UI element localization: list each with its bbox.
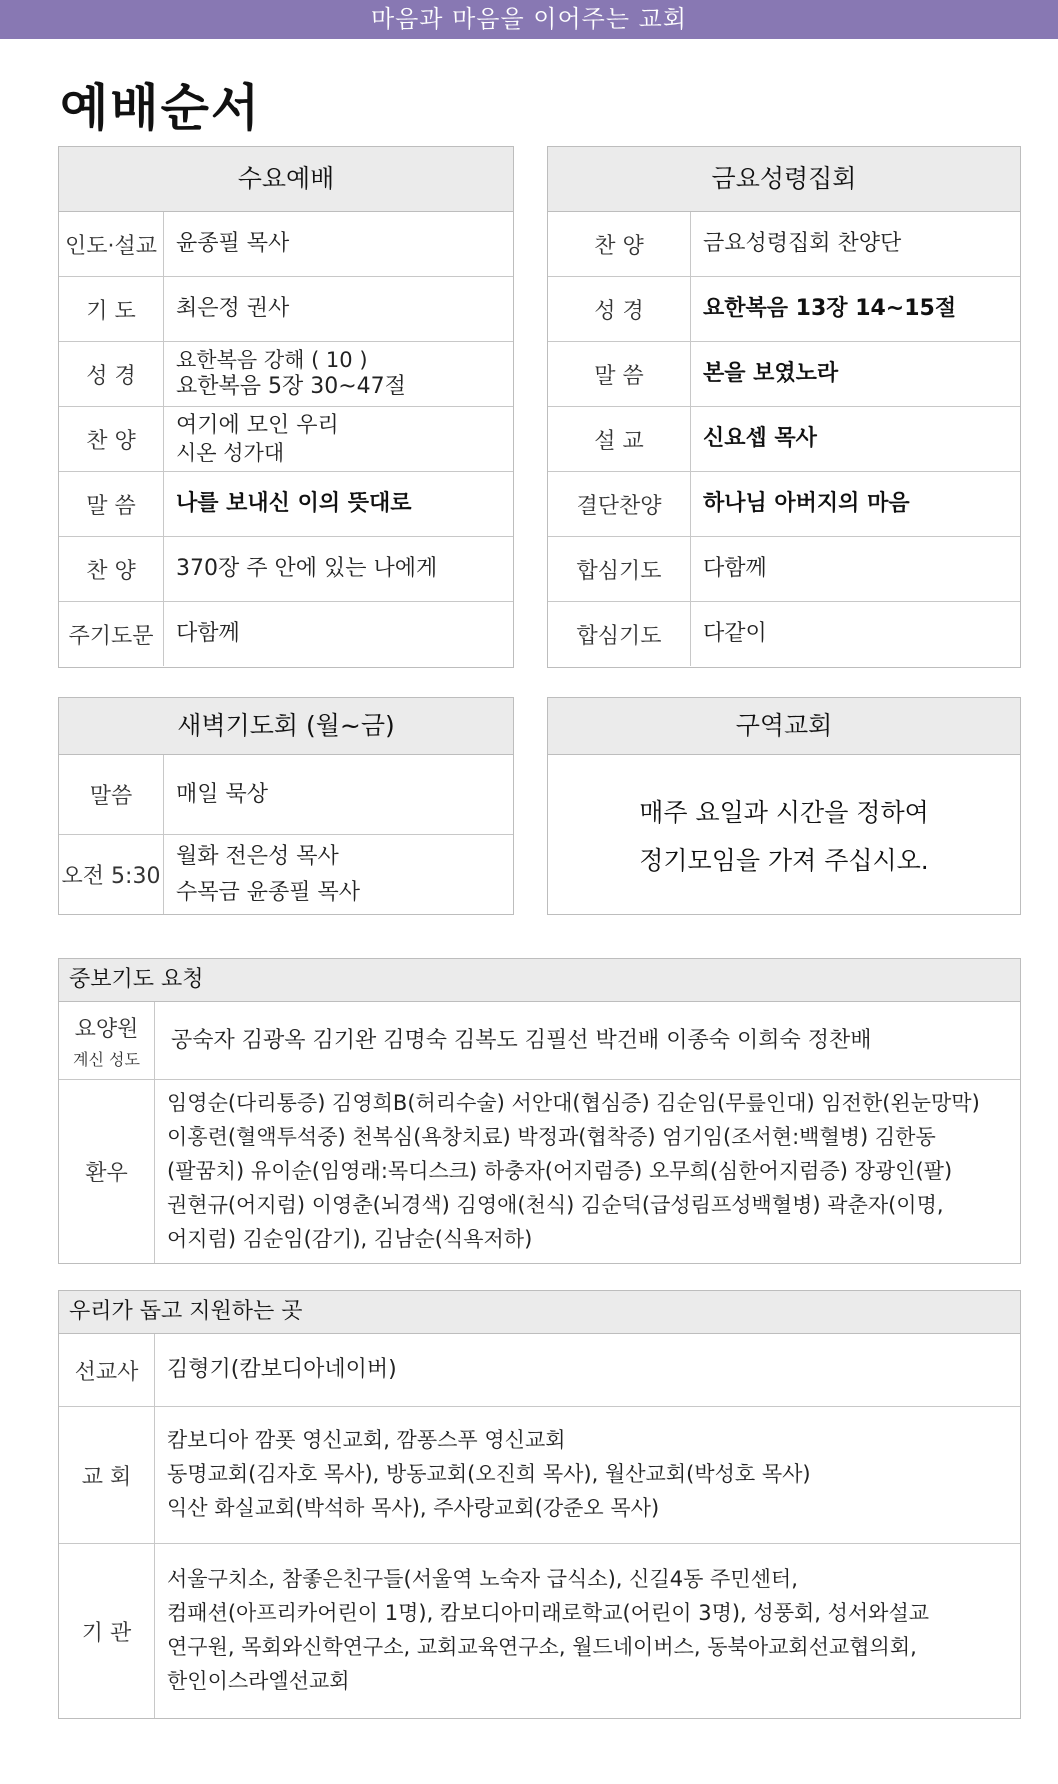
- table-row: [59, 212, 513, 277]
- table-row: [59, 1407, 1020, 1544]
- row-label: [59, 1002, 155, 1079]
- district-church-notice: 매주 요일과 시간을 정하여 정기모임을 가져 주십시오.: [639, 798, 929, 875]
- row-label: 주기도문: [59, 602, 164, 666]
- row-label: 찬 양: [59, 407, 164, 471]
- table-row: [59, 602, 513, 666]
- table-row: [59, 472, 513, 537]
- dawn-prayer-table: [58, 697, 514, 915]
- table-row: [59, 1544, 1020, 1718]
- nursing-sublabel: 계신 성도: [73, 1049, 140, 1069]
- table-row: [548, 472, 1020, 537]
- patient-list: 임영순(다리통증) 김영희B(허리수술) 서안대(협심증) 김순임(무릎인대) 임전한(왼눈망막) 이홍련(혈액투석중) 천복심(욕창치료) 박정과(협착증) 엄기임(조서현:백혈병) 김한동 (팔꿈치) 유이순(임영래:목디스크) 하충자(어지럼증) 오무희(심한어지럼증) 장광인(팔) 권현규(어지럼) 이영춘(뇌경색) 김영애(천식) 김순덕(급성림프성백혈병) 곽춘자(이명, 어지럼) 김순임(감기), 김남순(식욕저하): [167, 1091, 980, 1251]
- nursing-names: 공숙자 김광옥 김기완 김명숙 김복도 김필선 박건배 이종숙 이희숙 정찬배: [171, 1027, 872, 1053]
- table-row: [59, 1334, 1020, 1407]
- table-row: [59, 342, 513, 407]
- table-row: [548, 407, 1020, 472]
- row-value: 370장 주 안에 있는 나에게: [176, 556, 438, 582]
- row-value: 요한복음 13장 14~15절: [703, 296, 957, 322]
- row-label: 말 씀: [59, 472, 164, 536]
- row-label: 합심기도: [548, 537, 691, 601]
- row-value: 다같이: [703, 621, 767, 647]
- table-row: [548, 342, 1020, 407]
- row-value: 다함께: [703, 556, 767, 582]
- table-row: [548, 212, 1020, 277]
- row-value: 다함께: [176, 621, 240, 647]
- intercessory-prayer-section: [58, 958, 1021, 1264]
- row-label: 인도·설교: [59, 212, 164, 276]
- row-label: 성 경: [548, 277, 691, 341]
- row-value: 여기에 모인 우리 시온 성가대: [176, 413, 339, 465]
- row-label: 설 교: [548, 407, 691, 471]
- table-row: [59, 835, 513, 914]
- wednesday-service-title: 수요예배: [59, 147, 513, 212]
- friday-service-title: 금요성령집회: [548, 147, 1020, 212]
- dawn-prayer-title: 새벽기도회 (월~금): [59, 698, 513, 755]
- intercessory-prayer-title: 중보기도 요청: [59, 959, 1020, 1002]
- district-church-title: 구역교회: [548, 698, 1020, 755]
- row-value: 나를 보내신 이의 뜻대로: [176, 491, 412, 517]
- row-value: 요한복음 강해 ( 10 ) 요한복음 5장 30~47절: [176, 348, 406, 400]
- table-row: [59, 755, 513, 835]
- row-value: 월화 전은성 목사 수목금 윤종필 목사: [176, 844, 361, 905]
- row-label: 기 관: [59, 1544, 155, 1718]
- row-value: 신요셉 목사: [703, 426, 817, 452]
- wednesday-service-table: [58, 146, 514, 668]
- district-church-box: [547, 697, 1021, 915]
- support-section: [58, 1290, 1021, 1719]
- table-row: [59, 1080, 1020, 1263]
- row-label: 찬 양: [59, 537, 164, 601]
- row-value: 하나님 아버지의 마음: [703, 491, 910, 517]
- row-label: 말 씀: [548, 342, 691, 406]
- row-value: 최은정 권사: [176, 296, 290, 322]
- row-value: 본을 보였노라: [703, 361, 839, 387]
- friday-service-table: [547, 146, 1021, 668]
- nursing-label: 요양원: [74, 1016, 139, 1042]
- row-label: 결단찬양: [548, 472, 691, 536]
- row-label: 교 회: [59, 1407, 155, 1543]
- row-label: 성 경: [59, 342, 164, 406]
- table-row: [59, 537, 513, 602]
- organization-list: 서울구치소, 참좋은친구들(서울역 노숙자 급식소), 신길4동 주민센터, 컴패션(아프리카어린이 1명), 캄보디아미래로학교(어린이 3명), 성풍회, 성서와설교 연구원, 목회와신학연구소, 교회교육연구소, 월드네이버스, 동북아교회선교협의회, 한인이스라엘선교회: [167, 1567, 930, 1693]
- row-value: 윤종필 목사: [176, 231, 290, 257]
- row-value: 매일 묵상: [176, 781, 269, 807]
- row-label: 기 도: [59, 277, 164, 341]
- row-label: 합심기도: [548, 602, 691, 666]
- table-row: [59, 277, 513, 342]
- missionary-value: 김형기(캄보디아네이버): [167, 1357, 397, 1383]
- table-row: [548, 602, 1020, 666]
- table-row: [548, 277, 1020, 342]
- row-value: 금요성령집회 찬양단: [703, 231, 902, 257]
- row-label: 찬 양: [548, 212, 691, 276]
- table-row: [548, 537, 1020, 602]
- row-label: 환우: [59, 1080, 155, 1263]
- table-row: [59, 407, 513, 472]
- table-row: [59, 1002, 1020, 1080]
- page-title: 예배순서: [60, 79, 262, 137]
- row-label: 말씀: [59, 755, 164, 834]
- support-title: 우리가 돕고 지원하는 곳: [59, 1291, 1020, 1334]
- row-label: 선교사: [59, 1334, 155, 1406]
- row-label: 오전 5:30: [59, 835, 164, 914]
- top-banner: 마음과 마음을 이어주는 교회: [0, 0, 1058, 39]
- church-list: 캄보디아 깜폿 영신교회, 깜퐁스푸 영신교회 동명교회(김자호 목사), 방동교회(오진희 목사), 월산교회(박성호 목사) 익산 화실교회(박석하 목사), 주사랑교회(강준오 목사): [167, 1428, 811, 1520]
